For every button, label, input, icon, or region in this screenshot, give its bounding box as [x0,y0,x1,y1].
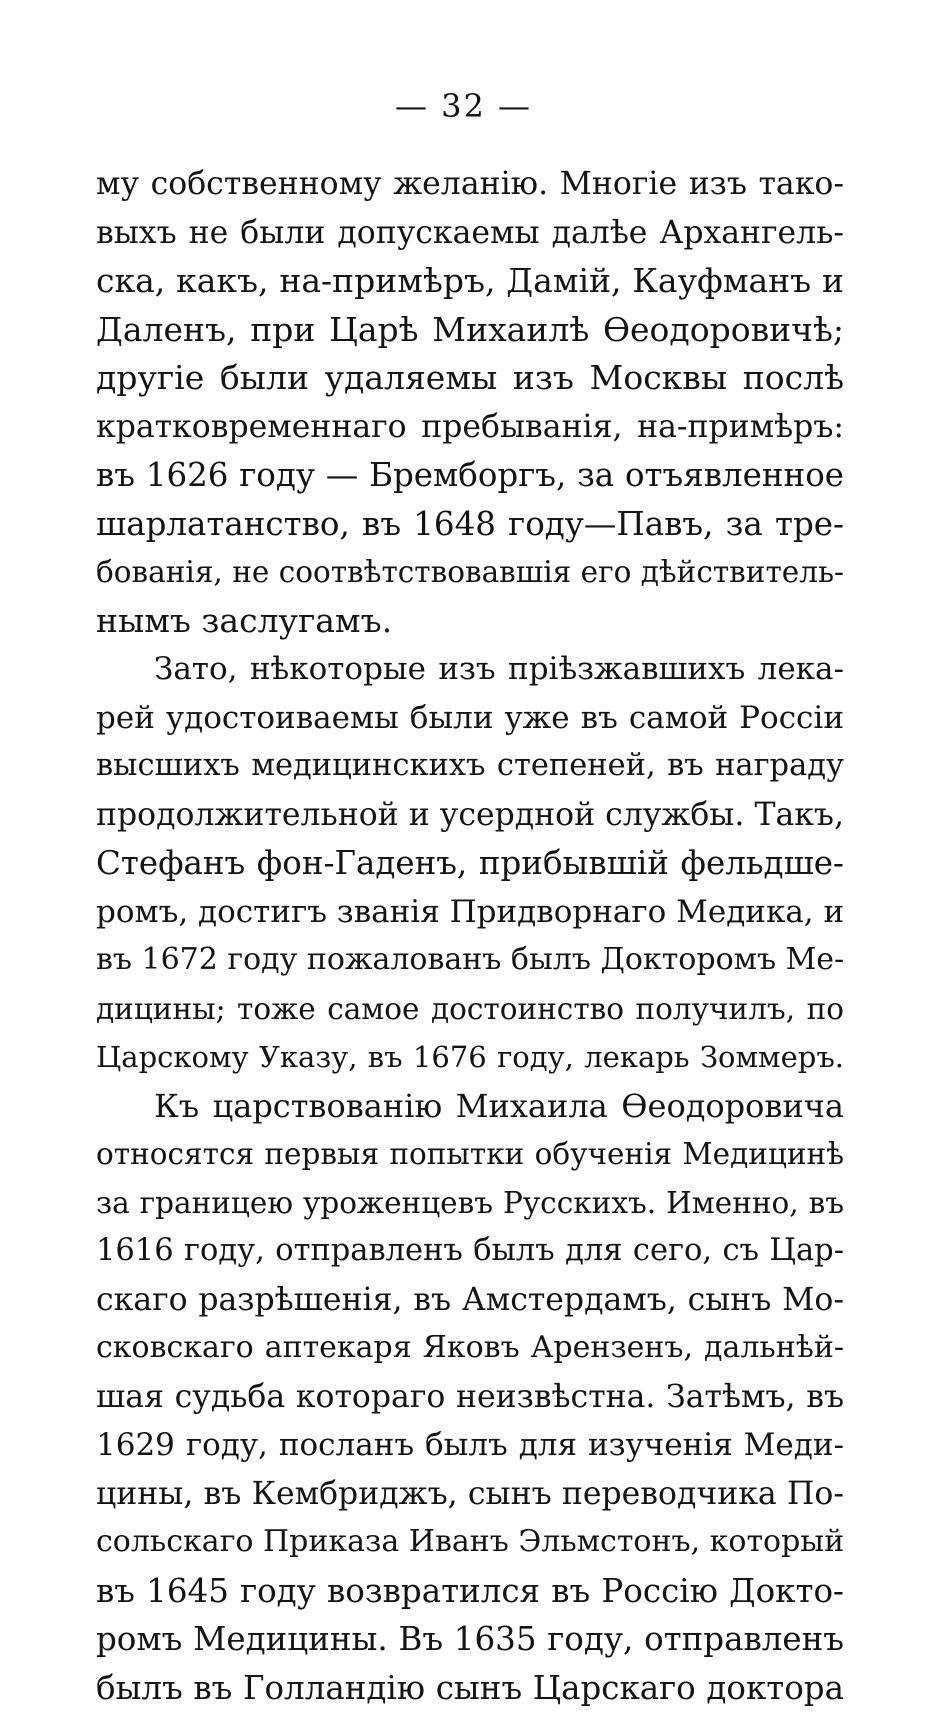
text-line: му собственному желанію. Многіе изъ тако- [96,160,844,209]
text-line: выхъ не были допускаемы далѣе Архангель- [96,209,844,258]
text-line: продолжительной и усердной службы. Такъ, [96,791,844,840]
text-line: ромъ, достигъ званія Придворнаго Медика, и [96,888,844,937]
text-line: Зато, нѣкоторые изъ пріѣзжавшихъ лека- [96,645,844,694]
text-line: Царскому Указу, въ 1676 году, лекарь Зоммеръ. [96,1033,844,1082]
text-line: рей удостоиваемы были уже въ самой Россіи [96,694,844,743]
text-line: относятся первыя попытки обученія Медицинѣ [96,1130,844,1179]
text-line: нымъ заслугамъ. [96,597,844,646]
text-line: въ 1645 году возвратился въ Россію Докто- [96,1567,844,1616]
body-text [96,160,844,1712]
text-line: цины, въ Кембриджъ, сынъ переводчика По- [96,1470,844,1519]
text-line: дицины; тоже самое достоинство получилъ, по [96,985,844,1034]
text-line: кратковременнаго пребыванія, на-примѣръ: [96,403,844,452]
text-line: 1629 году, посланъ былъ для изученія Меди- [96,1421,844,1470]
text-line: ромъ Медицины. Въ 1635 году, отправленъ [96,1615,844,1664]
text-line: за границею уроженцевъ Русскихъ. Именно, въ [96,1179,844,1228]
text-line: былъ въ Голландію сынъ Царскаго доктора [96,1664,844,1712]
text-line: въ 1672 году пожалованъ былъ Докторомъ Ме- [96,936,844,985]
text-line: высшихъ медицинскихъ степеней, въ награду [96,742,844,791]
text-line: въ 1626 году — Бремборгъ, за отъявленное [96,451,844,500]
text-line: шарлатанство, въ 1648 году—Павъ, за тре- [96,500,844,549]
text-line: сольскаго Приказа Иванъ Эльмстонъ, который [96,1518,844,1567]
text-line: Къ царствованію Михаила Өеодоровича [96,1082,844,1131]
text-line: сковскаго аптекаря Яковъ Арензенъ, дальнѣй- [96,1324,844,1373]
text-line: скаго разрѣшенія, въ Амстердамъ, сынъ Мо- [96,1276,844,1325]
text-line: шая судьба котораго неизвѣстна. Затѣмъ, въ [96,1373,844,1422]
text-line: бованія, не соотвѣтствовавшія его дѣйствитель- [96,548,844,597]
text-line: 1616 году, отправленъ былъ для сего, съ Цар- [96,1227,844,1276]
page-number: — 32 — [0,88,927,124]
text-line: Стефанъ фон-Гаденъ, прибывшій фельдше- [96,839,844,888]
text-line: другіе были удаляемы изъ Москвы послѣ [96,354,844,403]
text-line: Даленъ, при Царѣ Михаилѣ Өеодоровичѣ; [96,306,844,355]
text-line: ска, какъ, на-примѣръ, Дамій, Кауфманъ и [96,257,844,306]
